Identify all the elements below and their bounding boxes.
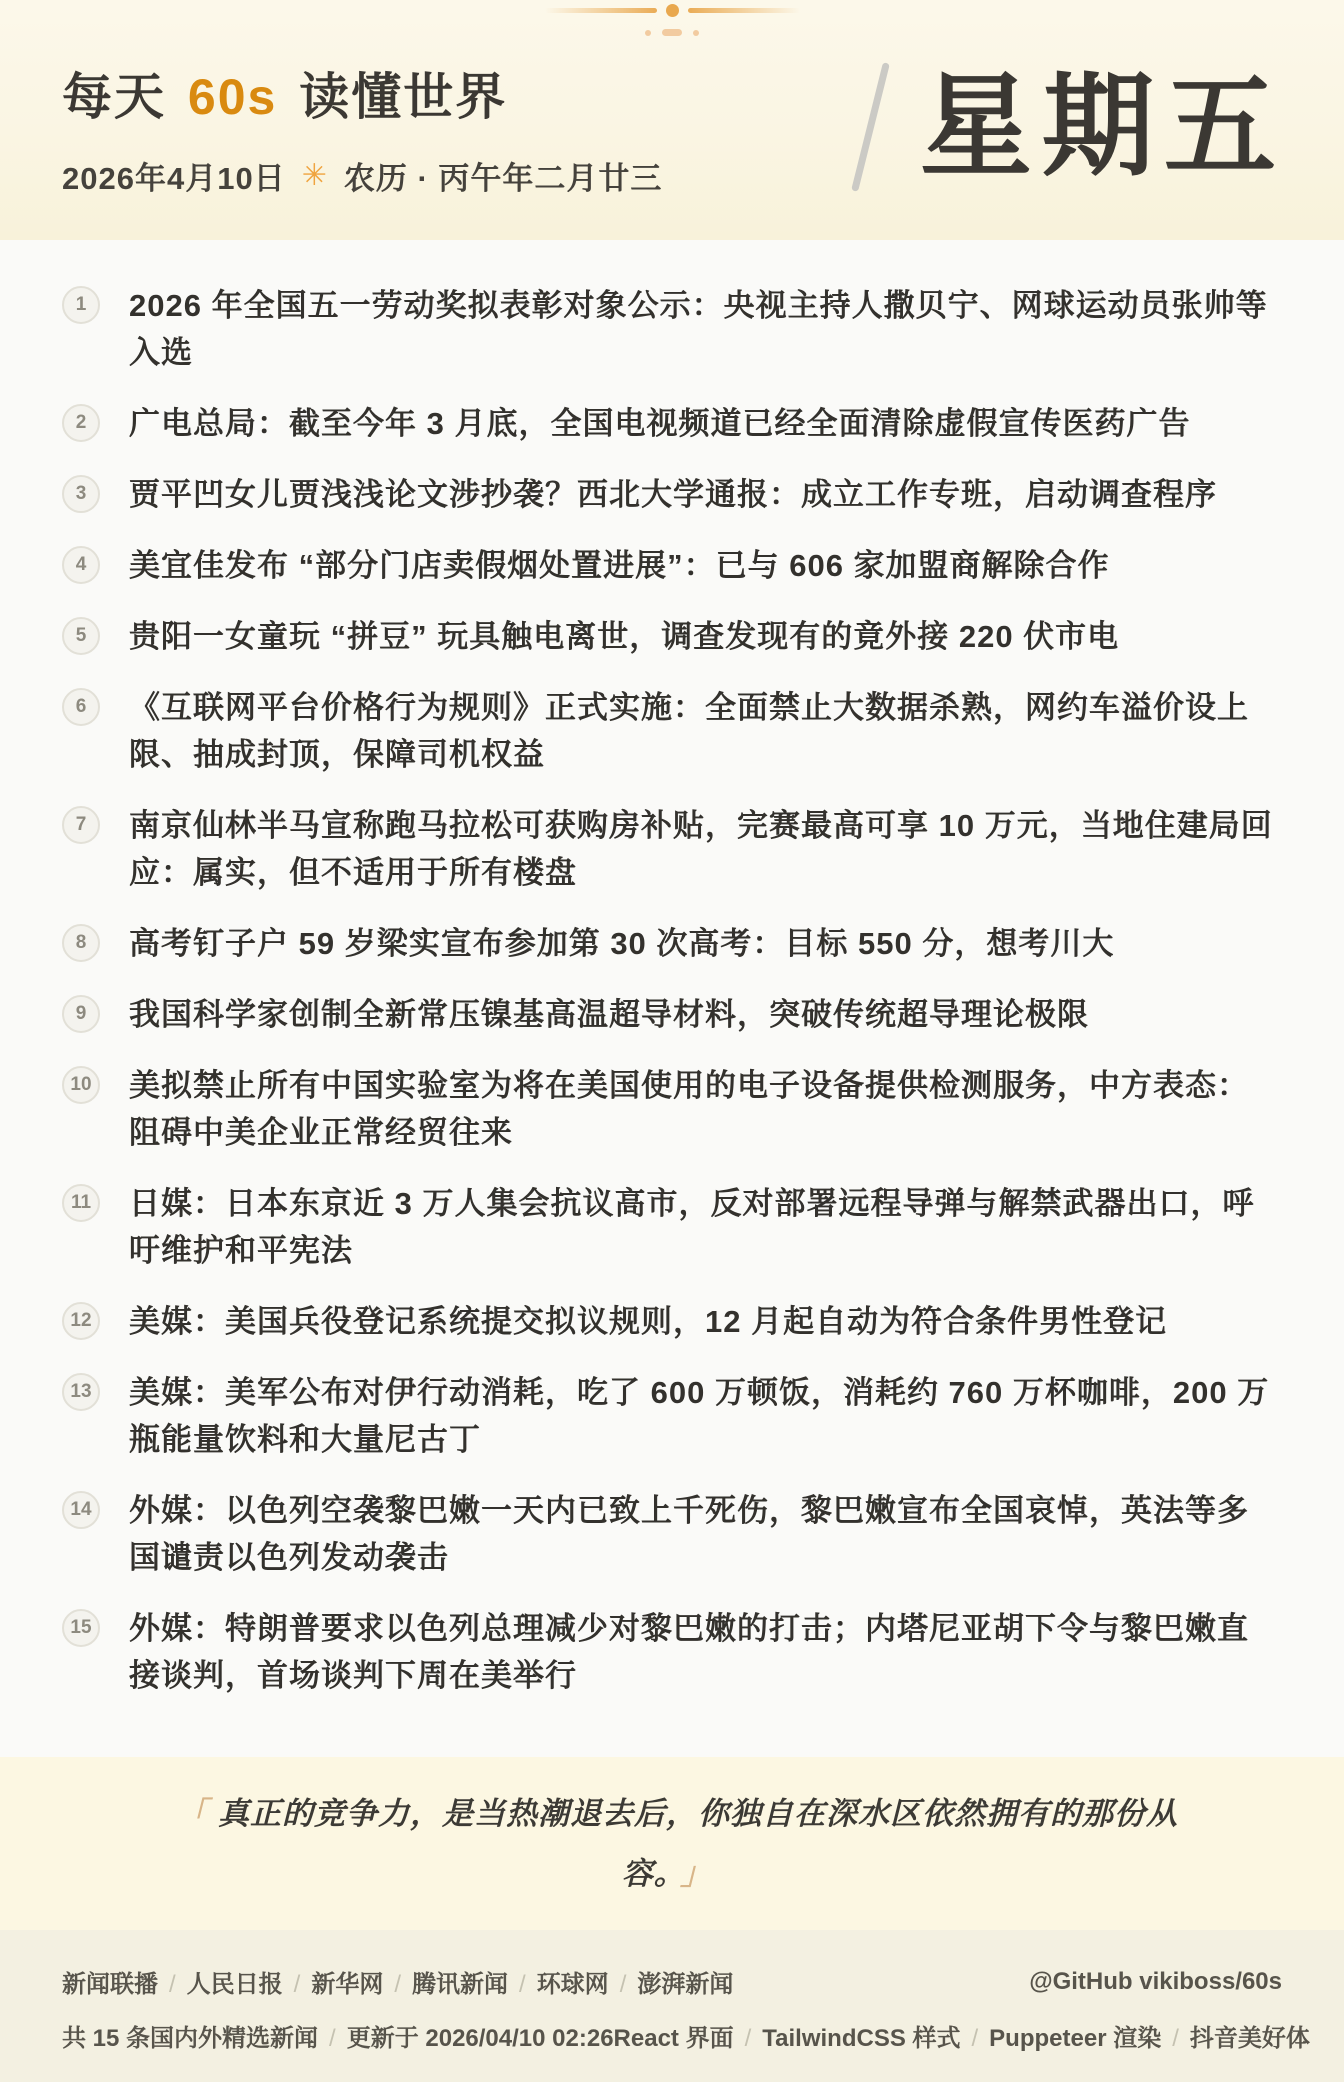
dot-icon <box>645 30 651 36</box>
tech-item: React 界面 <box>613 2025 734 2052</box>
news-item-text: 美媒：美国兵役登记系统提交拟议规则，12 月起自动为符合条件男性登记 <box>129 1304 1168 1339</box>
quote-body: 真正的竞争力，是当热潮退去后，你独自在深水区依然拥有的那份从容。 <box>218 1795 1178 1891</box>
slash-separator: / <box>744 2025 752 2052</box>
news-item-text: 贵阳一女童玩 “拼豆” 玩具触电离世，调查发现有的竟外接 220 伏市电 <box>129 619 1120 654</box>
news-sources <box>62 1964 733 1999</box>
news-item-text: 美拟禁止所有中国实验室为将在美国使用的电子设备提供检测服务，中方表态：阻碍中美企业正常经贸往来 <box>129 1068 1249 1150</box>
dot-icon <box>693 30 699 36</box>
quote-section <box>0 1757 1344 1930</box>
ornament-line-right-icon <box>688 8 800 13</box>
footer <box>0 1930 1344 2082</box>
news-list-item <box>62 802 1280 896</box>
tech-stack <box>614 2018 1310 2053</box>
slash-separator: / <box>971 2025 979 2052</box>
footer-row-meta <box>62 2018 1310 2053</box>
slash-separator: / <box>293 1971 301 1998</box>
source-name: 澎湃新闻 <box>637 1971 734 1998</box>
gregorian-date: 2026年4月10日 <box>62 160 286 196</box>
news-item-text: 外媒：以色列空袭黎巴嫩一天内已致上千死伤，黎巴嫩宣布全国哀悼，英法等多国谴责以色列发动袭击 <box>129 1493 1249 1575</box>
ornament-circle-icon <box>666 4 679 17</box>
slash-separator: / <box>1172 2025 1179 2052</box>
weekday-label: 星期五 <box>920 64 1286 189</box>
news-item-number-badge: 15 <box>62 1609 100 1647</box>
page-title <box>62 57 662 129</box>
tech-item: 抖音美好体 <box>1189 2025 1310 2052</box>
dash-icon <box>662 29 682 36</box>
news-item-number-badge: 12 <box>62 1302 100 1340</box>
news-item-text: 南京仙林半马宣称跑马拉松可获购房补贴，完赛最高可享 10 万元，当地住建局回应：属实，但不适用于所有楼盘 <box>129 808 1273 890</box>
news-item-number-badge: 9 <box>62 995 100 1033</box>
news-item-text: 高考钉子户 59 岁梁实宣布参加第 30 次高考：目标 550 分，想考川大 <box>129 926 1115 961</box>
date-line <box>62 153 662 198</box>
quote-close-mark: 」 <box>680 1855 713 1891</box>
source-name: 腾讯新闻 <box>412 1971 509 1998</box>
source-name: 环球网 <box>536 1971 609 1998</box>
slash-separator: / <box>394 1971 402 1998</box>
news-list-item <box>62 1369 1280 1463</box>
news-item-text: 贾平凹女儿贾浅浅论文涉抄袭？西北大学通报：成立工作专班，启动调查程序 <box>129 477 1217 512</box>
lunar-date: 农历 · 丙午年二月廿三 <box>343 160 663 196</box>
news-list-item <box>62 1487 1280 1581</box>
news-item-number-badge: 7 <box>62 806 100 844</box>
news-item-text: 外媒：特朗普要求以色列总理减少对黎巴嫩的打击；内塔尼亚胡下令与黎巴嫩直接谈判，首场谈判下周在美举行 <box>129 1611 1249 1693</box>
slash-separator: / <box>169 1971 176 1998</box>
meta-item: 共 15 条国内外精选新闻 <box>62 2025 319 2052</box>
title-prefix: 每天 <box>62 68 166 125</box>
news-item-number-badge: 14 <box>62 1491 100 1529</box>
quote-open-mark: 「 <box>176 1795 208 1831</box>
news-item-text: 2026 年全国五一劳动奖拟表彰对象公示：央视主持人撒贝宁、网球运动员张帅等入选 <box>129 288 1268 370</box>
header-ornament-dots <box>0 29 1344 36</box>
news-item-number-badge: 4 <box>62 546 100 584</box>
slash-separator: / <box>519 1971 526 1998</box>
update-info <box>62 2018 614 2053</box>
news-list-item <box>62 282 1280 376</box>
news-list-item <box>62 920 1280 967</box>
news-item-text: 美宜佳发布 “部分门店卖假烟处置进展”：已与 606 家加盟商解除合作 <box>129 548 1110 583</box>
news-item-text: 美媒：美军公布对伊行动消耗，吃了 600 万顿饭，消耗约 760 万杯咖啡，200 万瓶能量饮料和大量尼古丁 <box>129 1375 1270 1457</box>
news-list-item <box>62 613 1280 660</box>
slash-separator: / <box>619 1971 627 1998</box>
news-list <box>0 240 1344 1757</box>
asterisk-icon: ✳ <box>301 158 328 192</box>
ornament-line-left-icon <box>545 8 657 13</box>
news-item-number-badge: 5 <box>62 617 100 655</box>
news-list-item <box>62 1298 1280 1345</box>
news-list-item <box>62 542 1280 589</box>
daily-quote <box>162 1784 1182 1904</box>
news-item-text: 日媒：日本东京近 3 万人集会抗议高市，反对部署远程导弹与解禁武器出口，呼吁维护和平宪法 <box>129 1186 1255 1268</box>
news-item-number-badge: 2 <box>62 404 100 442</box>
news-item-number-badge: 10 <box>62 1066 100 1104</box>
github-credit: @GitHub vikiboss/60s <box>1029 1967 1282 1995</box>
source-name: 新华网 <box>311 1971 384 1998</box>
news-item-number-badge: 1 <box>62 286 100 324</box>
meta-item: 更新于 2026/04/10 02:26 <box>346 2025 614 2052</box>
title-highlight-60s: 60s <box>187 68 278 125</box>
news-list-item <box>62 1605 1280 1699</box>
news-list-item <box>62 684 1280 778</box>
header-left <box>62 57 662 198</box>
header-right <box>867 61 1286 193</box>
news-item-number-badge: 8 <box>62 924 100 962</box>
news-list-item <box>62 1180 1280 1274</box>
footer-row-sources <box>62 1964 1282 1999</box>
header <box>0 0 1344 240</box>
source-name: 人民日报 <box>186 1971 283 1998</box>
title-suffix: 读懂世界 <box>299 68 508 125</box>
slash-divider-icon <box>851 62 890 192</box>
news-item-text: 广电总局：截至今年 3 月底，全国电视频道已经全面清除虚假宣传医药广告 <box>129 406 1191 441</box>
news-list-item <box>62 991 1280 1038</box>
source-name: 新闻联播 <box>62 1971 158 1998</box>
news-item-number-badge: 11 <box>62 1184 100 1222</box>
tech-item: TailwindCSS 样式 <box>762 2025 961 2052</box>
slash-separator: / <box>329 2025 336 2052</box>
header-ornament <box>0 4 1344 17</box>
tech-item: Puppeteer 渲染 <box>989 2025 1162 2052</box>
news-list-item <box>62 400 1280 447</box>
news-item-number-badge: 3 <box>62 475 100 513</box>
news-item-text: 《互联网平台价格行为规则》正式实施：全面禁止大数据杀熟，网约车溢价设上限、抽成封顶，保障司机权益 <box>129 690 1249 772</box>
news-list-item <box>62 471 1280 518</box>
news-item-number-badge: 6 <box>62 688 100 726</box>
news-item-text: 我国科学家创制全新常压镍基高温超导材料，突破传统超导理论极限 <box>129 997 1089 1032</box>
news-list-item <box>62 1062 1280 1156</box>
news-item-number-badge: 13 <box>62 1373 100 1411</box>
